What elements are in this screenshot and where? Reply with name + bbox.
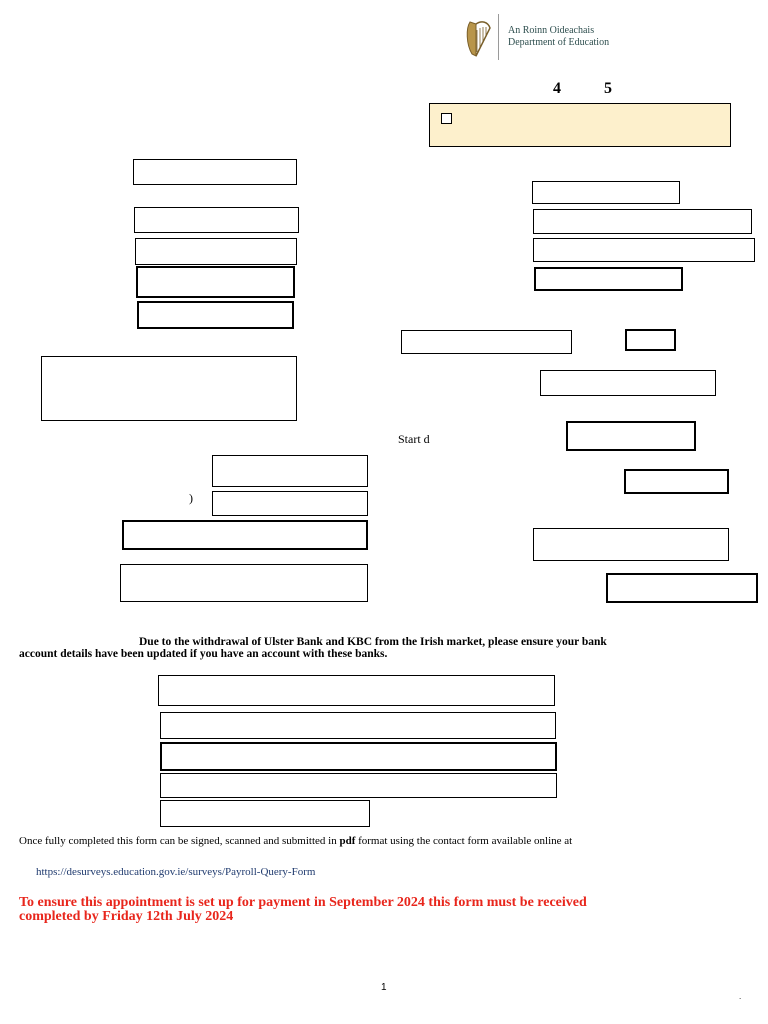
footer-dot: . <box>739 992 742 1001</box>
bank-notice <box>19 636 719 660</box>
form-field-right-8[interactable] <box>533 528 729 561</box>
form-field-right-7[interactable] <box>624 469 729 494</box>
bank-field-2[interactable] <box>160 712 556 739</box>
department-name <box>508 25 609 49</box>
bank-notice-line2: account details have been updated if you have an account with these banks. <box>19 648 388 660</box>
paren-text: ) <box>189 491 193 505</box>
bank-field-1[interactable] <box>158 675 555 706</box>
form-field-left-5[interactable] <box>137 301 294 329</box>
form-field-right-3[interactable] <box>533 238 755 262</box>
form-field-left-3[interactable] <box>135 238 297 265</box>
page-number: 1 <box>381 982 387 993</box>
form-field-address[interactable] <box>41 356 297 421</box>
form-field-left-1[interactable] <box>133 159 297 185</box>
submission-instructions <box>19 835 572 847</box>
form-field-left-8[interactable] <box>122 520 368 550</box>
bank-field-5[interactable] <box>160 800 370 827</box>
deadline-line1: To ensure this appointment is set up for payment in September 2024 this form must be received <box>19 895 587 910</box>
deadline-line2: completed by Friday 12th July 2024 <box>19 909 234 924</box>
form-number-b: 5 <box>604 80 612 97</box>
start-date-label: Start d <box>398 432 430 446</box>
bank-field-4[interactable] <box>160 773 557 798</box>
form-field-left-9[interactable] <box>120 564 368 602</box>
submission-text-bold: pdf <box>339 835 356 847</box>
form-field-left-6[interactable] <box>212 455 368 487</box>
deadline-notice <box>19 896 739 924</box>
form-field-mid-1[interactable] <box>401 330 572 354</box>
form-field-start-date[interactable] <box>566 421 696 451</box>
notice-box <box>429 103 731 147</box>
bank-field-3[interactable] <box>160 742 557 771</box>
harp-icon <box>464 18 492 58</box>
form-field-left-4[interactable] <box>136 266 295 298</box>
form-field-left-7[interactable] <box>212 491 368 516</box>
payroll-query-form-link[interactable]: https://desurveys.education.gov.ie/surveys/Payroll-Query-Form <box>36 866 316 878</box>
form-field-right-1[interactable] <box>532 181 680 204</box>
form-field-right-9[interactable] <box>606 573 758 603</box>
org-name-english: Department of Education <box>508 37 610 48</box>
form-field-right-6[interactable] <box>540 370 716 396</box>
logo-divider <box>498 14 499 60</box>
form-number-a: 4 <box>553 80 561 97</box>
form-field-left-2[interactable] <box>134 207 299 233</box>
form-field-right-2[interactable] <box>533 209 752 234</box>
submission-text-before: Once fully completed this form can be signed, scanned and submitted in <box>19 835 340 847</box>
bank-notice-line1: Due to the withdrawal of Ulster Bank and KBC from the Irish market, please ensure your bank <box>139 636 607 648</box>
form-field-right-4[interactable] <box>534 267 683 291</box>
org-name-irish: An Roinn Oideachais <box>508 25 595 36</box>
form-field-right-5[interactable] <box>625 329 676 351</box>
submission-text-after: format using the contact form available online at <box>355 835 573 847</box>
notice-checkbox[interactable] <box>441 113 452 124</box>
